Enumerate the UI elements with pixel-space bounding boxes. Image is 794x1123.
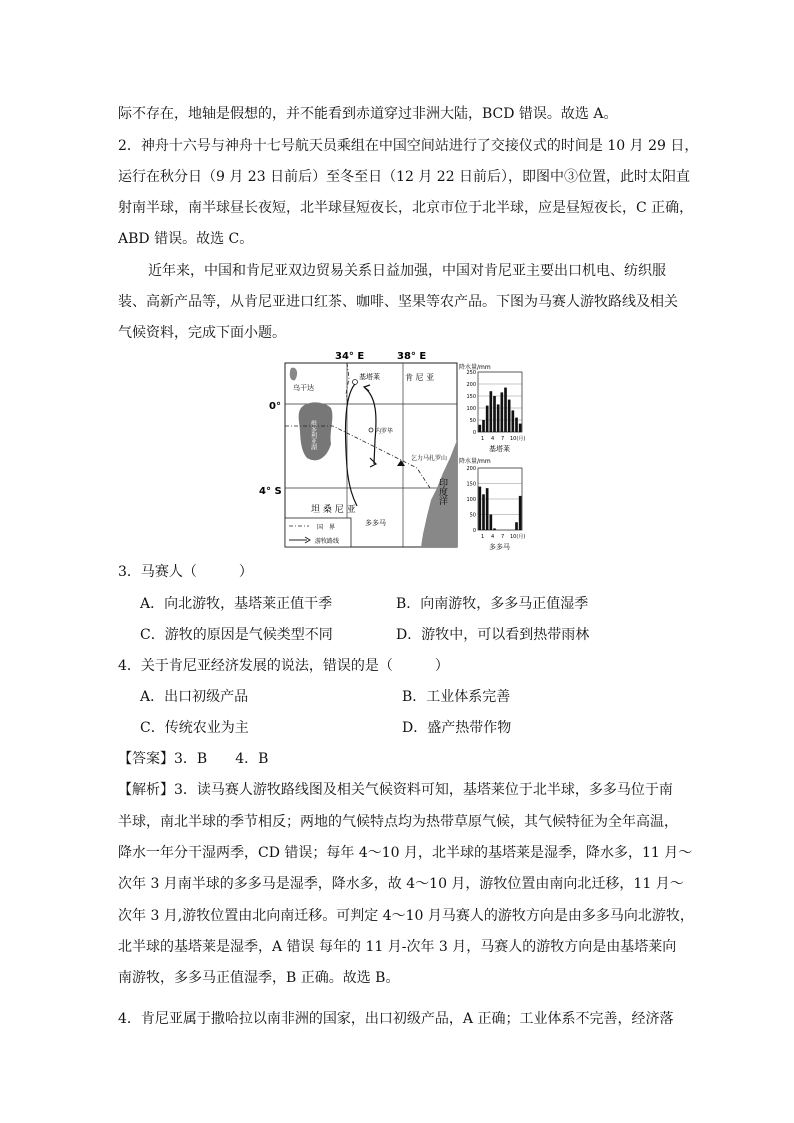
climate-chart-jitalai xyxy=(459,363,525,453)
precip-bar xyxy=(479,425,482,432)
text-line: 近年来，中国和肯尼亚双边贸易关系日益加强，中国对肯尼亚主要出口机电、纺织服 xyxy=(148,263,666,279)
ytick-label: 0 xyxy=(472,430,476,436)
text-line: 际不存在，地轴是假想的，并不能看到赤道穿过非洲大陆，BCD 错误。故选 A。 xyxy=(118,106,618,122)
precip-bar xyxy=(493,528,496,530)
analysis-line: 【解析】3．读马赛人游牧路线图及相关气候资料可知，基塔莱位于北半球，多多马位于南 xyxy=(118,782,673,798)
chart2-xtick: 10(月) xyxy=(510,534,526,540)
q3-option-c: C．游牧的原因是气候类型不同 xyxy=(140,627,333,643)
ytick-label: 50 xyxy=(469,512,476,519)
nairobi-label: 内罗毕 xyxy=(375,428,394,435)
analysis-line: 半球，南北半球的季节相反；两地的气候特点均为热带草原气候，其气候特征为全年高温， xyxy=(118,814,678,830)
text-line: 装、高新产品等，从肯尼亚进口红茶、咖啡、坚果等农产品。下图为马赛人游牧路线及相关 xyxy=(118,294,678,310)
maasai-migration-map xyxy=(255,348,545,553)
chart2-title: 多多马 xyxy=(489,543,510,551)
text-line: 运行在秋分日（9 月 23 日前后）至冬至日（12 月 22 日前后），即图中③位置，此时太阳直 xyxy=(118,169,691,185)
precip-bar xyxy=(515,522,518,530)
answer-line: 【答案】3．B 4．B xyxy=(118,751,269,767)
q4-option-a: A．出口初级产品 xyxy=(140,689,249,705)
precip-bar xyxy=(515,418,518,432)
dodoma-label: 多多马 xyxy=(365,519,386,527)
precip-bar xyxy=(482,494,485,530)
q3-option-a: A．向北游牧，基塔莱正值干季 xyxy=(140,596,333,612)
lat-label-4s: 4° S xyxy=(259,486,282,497)
nairobi-marker xyxy=(369,428,373,432)
legend-route-label: 游牧路线 xyxy=(315,538,340,545)
precip-bar xyxy=(512,410,515,432)
analysis-line: 次年 3 月南半球的多多马是湿季，降水多，故 4～10 月，游牧位置由南向北迁移，11 月～ xyxy=(118,876,684,892)
analysis-line: 降水一年分干湿两季，CD 错误；每年 4～10 月，北半球的基塔莱是湿季，降水多，11 月～ xyxy=(118,845,693,861)
ytick-label: 100 xyxy=(466,406,476,412)
ytick-label: 250 xyxy=(466,370,476,376)
ytick-label: 150 xyxy=(466,481,476,488)
precip-bar xyxy=(497,404,500,432)
ytick-label: 0 xyxy=(472,528,476,534)
precip-bar xyxy=(493,396,496,432)
question-3-stem: 3．马赛人（ ） xyxy=(118,564,253,580)
jitalai-label: 基塔莱 xyxy=(359,373,380,381)
precip-bar xyxy=(519,424,522,432)
q3-option-d: D．游牧中，可以看到热带雨林 xyxy=(396,627,590,643)
kenya-label: 肯 尼 亚 xyxy=(405,373,435,382)
chart2-xtick: 1 xyxy=(481,534,485,540)
chart2-xtick: 7 xyxy=(501,534,505,540)
lat-label-0: 0° xyxy=(269,401,281,412)
precip-bar xyxy=(490,515,493,531)
text-line: 2．神舟十六号与神舟十七号航天员乘组在中国空间站进行了交接仪式的时间是 10 月 29 日， xyxy=(118,138,699,154)
chart2-ylabel: 降水量/mm xyxy=(459,458,491,465)
analysis-line: 北半球的基塔莱是湿季，A 错误 每年的 11 月-次年 3 月，马赛人的游牧方向是由基塔莱向 xyxy=(118,939,677,955)
chart1-ylabel: 降水量/mm xyxy=(459,364,491,371)
precip-bar xyxy=(479,487,482,530)
chart1-xtick: 7 xyxy=(501,436,505,442)
kilimanjaro-label: 乞力马扎罗山 xyxy=(411,455,448,462)
precip-bar xyxy=(486,488,489,530)
chart1-xtick: 4 xyxy=(491,436,495,442)
precip-bar xyxy=(501,392,504,432)
question-4-stem: 4．关于肯尼亚经济发展的说法，错误的是（ ） xyxy=(118,658,449,674)
precip-bar xyxy=(482,420,485,432)
q3-option-b: B．向南游牧，多多马正值湿季 xyxy=(396,596,589,612)
ytick-label: 50 xyxy=(469,418,476,424)
ytick-label: 150 xyxy=(466,394,476,400)
chart1-title: 基塔莱 xyxy=(489,445,510,453)
analysis-line: 4．肯尼亚属于撒哈拉以南非洲的国家，出口初级产品，A 正确；工业体系不完善，经济落 xyxy=(118,1011,674,1027)
lon-label-34: 34° E xyxy=(335,351,365,362)
chart2-xtick: 4 xyxy=(491,534,495,540)
ytick-label: 100 xyxy=(466,497,476,503)
ocean-label: 印度洋 xyxy=(437,478,447,505)
ytick-label: 200 xyxy=(466,466,476,472)
lon-label-38: 38° E xyxy=(397,351,427,362)
uganda-label: 乌干达 xyxy=(293,384,314,392)
chart1-xtick: 10(月) xyxy=(510,436,526,442)
precip-bar xyxy=(519,496,522,530)
q4-option-b: B．工业体系完善 xyxy=(402,689,511,705)
precip-bar xyxy=(490,391,493,432)
chart1-xtick: 1 xyxy=(481,436,485,442)
lake-label: 维多利亚湖 xyxy=(309,420,317,450)
text-line: 射南半球，南半球昼长夜短，北半球昼短夜长，北京市位于北半球，应是昼短夜长，C 正确， xyxy=(118,200,694,216)
analysis-line: 次年 3 月,游牧位置由北向南迁移。可判定 4～10 月马赛人的游牧方向是由多多马向北游牧， xyxy=(118,908,694,924)
tanzania-label: 坦 桑 尼 亚 xyxy=(311,505,356,515)
legend-border-label: 国 界 xyxy=(317,524,336,531)
jitalai-marker xyxy=(353,380,358,385)
text-line: 气候资料，完成下面小题。 xyxy=(118,325,286,341)
ytick-label: 200 xyxy=(466,382,476,388)
climate-chart-dodoma xyxy=(459,457,525,551)
q4-option-c: C．传统农业为主 xyxy=(140,720,249,736)
analysis-line: 南游牧，多多马正值湿季，B 正确。故选 B。 xyxy=(118,970,400,986)
text-line: ABD 错误。故选 C。 xyxy=(118,231,254,247)
precip-bar xyxy=(504,388,507,432)
precip-bar xyxy=(508,400,511,432)
q4-option-d: D．盛产热带作物 xyxy=(402,720,512,736)
precip-bar xyxy=(486,406,489,432)
